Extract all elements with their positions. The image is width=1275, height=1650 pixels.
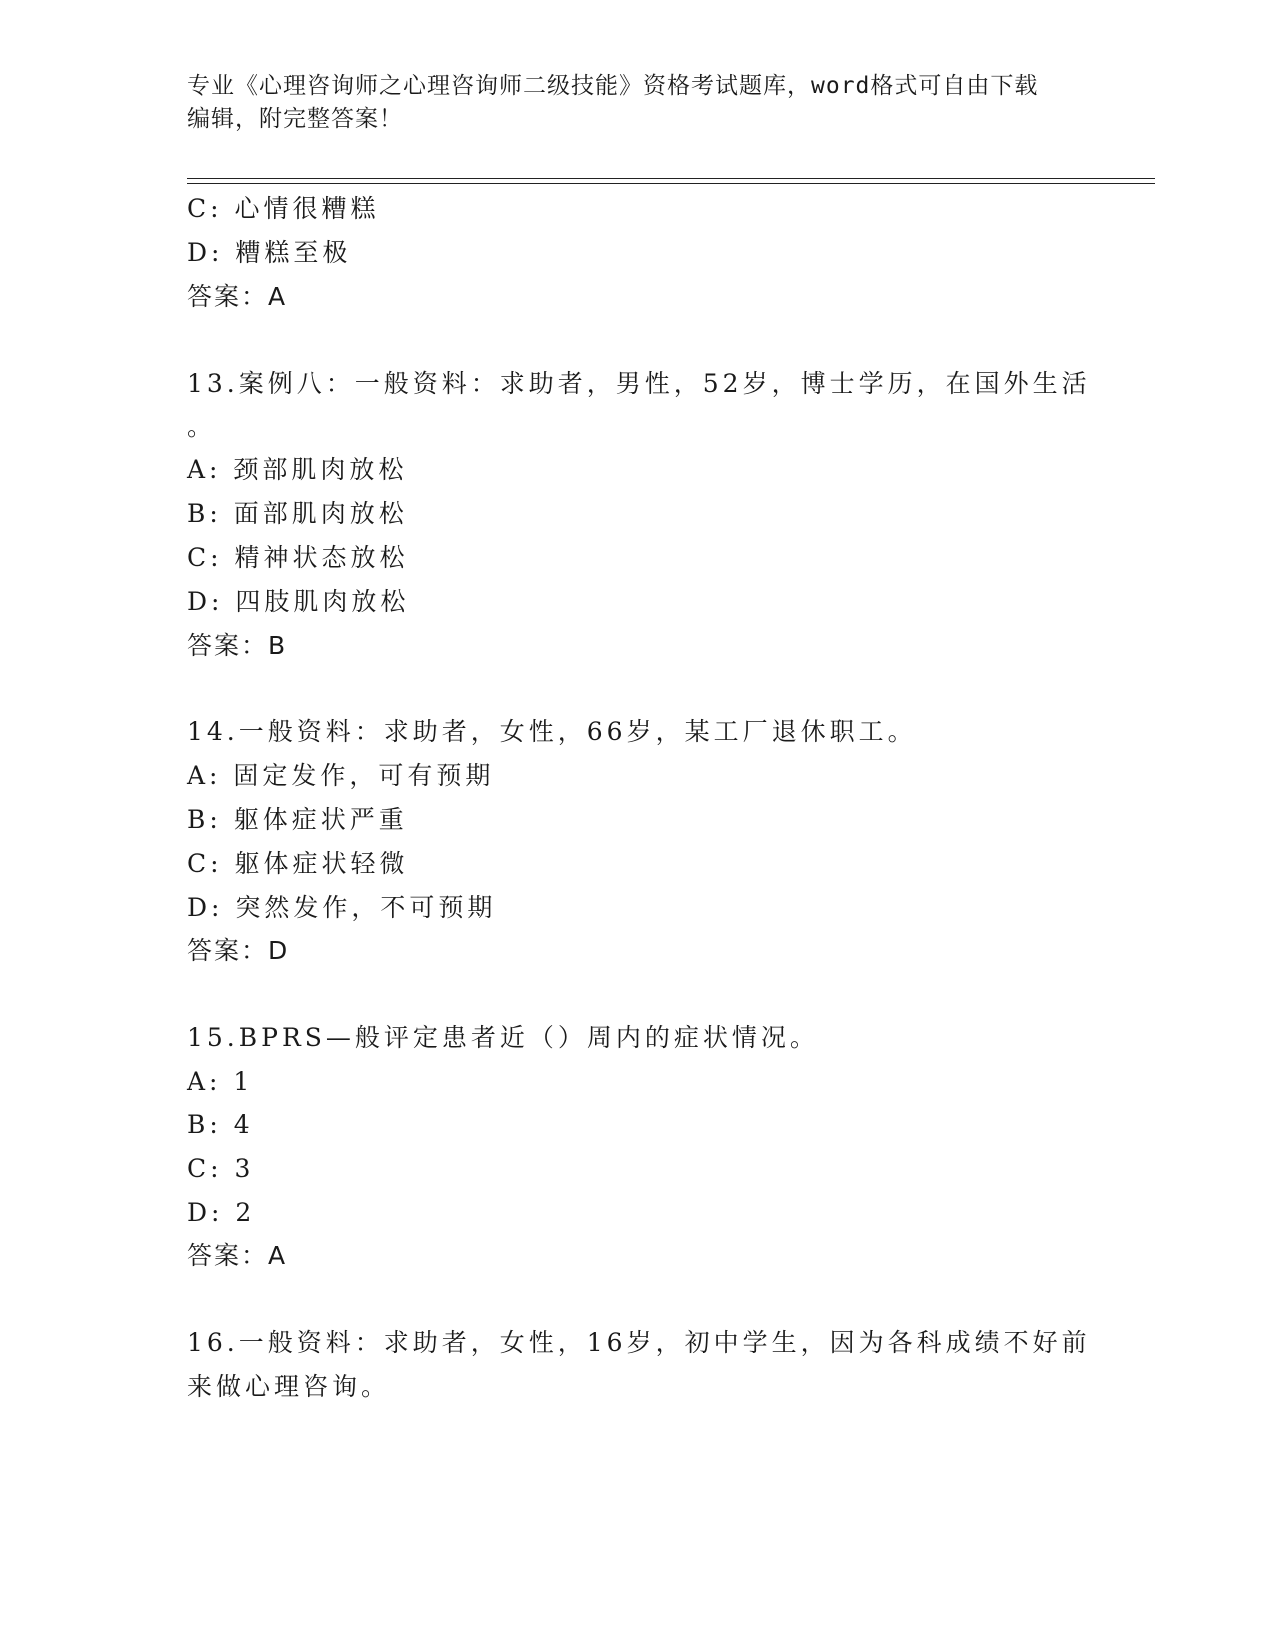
- q12-answer: 答案：A: [187, 282, 288, 311]
- q15-option-c: C: 3: [187, 1154, 255, 1183]
- document-header: [187, 70, 1087, 136]
- q14-answer: 答案：D: [187, 936, 290, 965]
- q12-option-c: C: 心情很糟糕: [187, 194, 380, 223]
- q16-stem-line-1: 16.一般资料：求助者，女性，16岁，初中学生，因为各科成绩不好前: [187, 1328, 1091, 1357]
- q15-option-a: A: 1: [187, 1067, 254, 1096]
- q13-option-d: D: 四肢肌肉放松: [187, 587, 410, 616]
- header-divider-top: [187, 178, 1155, 179]
- q14-stem: 14.一般资料：求助者，女性，66岁，某工厂退休职工。: [187, 717, 917, 746]
- q13-option-b: B: 面部肌肉放松: [187, 499, 408, 528]
- q13-stem-line-1: 13.案例八：一般资料：求助者，男性，52岁，博士学历，在国外生活: [187, 369, 1091, 398]
- header-line-1: 专业《心理咨询师之心理咨询师二级技能》资格考试题库，word格式可自由下载: [187, 73, 1039, 99]
- header-divider-bottom: [187, 183, 1155, 184]
- q12-option-d: D: 糟糕至极: [187, 238, 352, 267]
- q13-answer: 答案：B: [187, 631, 288, 660]
- q14-option-a: A: 固定发作，可有预期: [187, 761, 495, 790]
- q14-option-d: D: 突然发作，不可预期: [187, 893, 497, 922]
- q13-option-c: C: 精神状态放松: [187, 543, 409, 572]
- q15-stem: 15.BPRS—般评定患者近（）周内的症状情况。: [187, 1023, 819, 1052]
- q14-option-c: C: 躯体症状轻微: [187, 849, 409, 878]
- q15-option-b: B: 4: [187, 1110, 254, 1139]
- header-line-2: 编辑，附完整答案！: [187, 106, 403, 132]
- q14-option-b: B: 躯体症状严重: [187, 805, 408, 834]
- q13-option-a: A: 颈部肌肉放松: [187, 455, 408, 484]
- q13-stem-line-2: 。: [187, 412, 217, 441]
- q15-answer: 答案：A: [187, 1241, 288, 1270]
- q15-option-d: D: 2: [187, 1198, 256, 1227]
- q16-stem-line-2: 来做心理咨询。: [187, 1372, 391, 1401]
